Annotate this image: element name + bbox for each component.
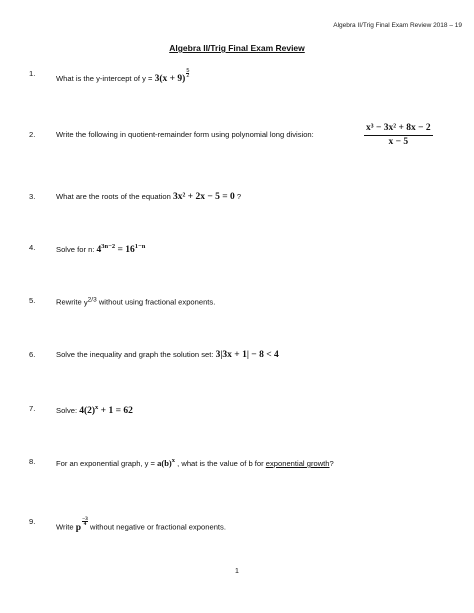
question-number: 3. xyxy=(29,192,36,201)
header-course-label: Algebra II/Trig Final Exam Review 2018 – 19 xyxy=(333,22,462,29)
rational-expression xyxy=(364,123,433,149)
math-expression: 3|3x + 1| − 8 < 4 xyxy=(215,350,279,360)
math-expression: 3x² + 2x − 5 = 0 xyxy=(172,192,235,202)
question-text: What are the roots of the equation xyxy=(56,192,173,201)
exam-review-page: Algebra II/Trig Final Exam Review 2018 – 19 Algebra II/Trig Final Exam Review 1. What is the y-intercept of y = 3(x + 9) $\frac{5}{2}$ 2. Write the following in quotient-remainder form using polynomial long division: $\frac{\text{x³ − 3x² + 8x − 2}}{x - 5}$ 3. What are the roots of the equation 3x² + 2x − 5 = 0 ? 4. Solve for n: $4^{3n-2} = 16^{1-n}$ 5. Rewrite y2/3 without using fractional exponents. 6. Solve the inequality and graph the solution set: 3|3x + 1| − 8 < 4 7. Solve: $4(2)^x + 1 = 62$ 8. For an exponential graph, $y = a(b)^x$ , what is the value of b for exponential growth? 9. Write p $\frac{-3}{4}$ without negative or fractional exponents. 1 xyxy=(0,0,474,613)
math-expression: y2/3 xyxy=(83,296,97,307)
math-expression: $4(2)^x + 1 = 62$ xyxy=(79,404,133,417)
question-number: 6. xyxy=(29,350,36,359)
question-text: What is the y-intercept of y = xyxy=(56,73,155,83)
fraction-exponent: $\frac{-3}{4}$ xyxy=(82,516,88,528)
page-number: 1 xyxy=(235,568,239,575)
underlined-term: exponential growth xyxy=(265,458,330,468)
question-number: 1. xyxy=(29,69,36,78)
question-number: 7. xyxy=(29,404,36,413)
math-expression: $a(b)^x$ xyxy=(157,457,175,468)
question-text: Write the following in quotient-remainder form using polynomial long division: xyxy=(56,130,314,139)
math-expression: $4^{3n-2} = 16^{1-n}$ xyxy=(96,243,146,256)
denominator: x − 5 xyxy=(388,137,409,148)
fraction-exponent: $\frac{5}{2}$ xyxy=(186,68,190,80)
question-text: Solve for n: xyxy=(56,245,97,255)
question-text: Solve the inequality and graph the solution set: xyxy=(56,350,216,359)
question-number: 9. xyxy=(29,517,36,526)
question-text: Solve: xyxy=(56,406,80,416)
math-expression: p $\frac{-3}{4}$ xyxy=(75,516,88,533)
question-number: 2. xyxy=(29,130,36,139)
question-number: 5. xyxy=(29,296,36,305)
question-number: 4. xyxy=(29,243,36,252)
numerator: x³ − 3x² + 8x − 2 xyxy=(364,123,433,136)
page-title: Algebra II/Trig Final Exam Review xyxy=(169,43,305,53)
question-number: 8. xyxy=(29,457,36,466)
math-expression: 3(x + 9) xyxy=(154,73,186,84)
